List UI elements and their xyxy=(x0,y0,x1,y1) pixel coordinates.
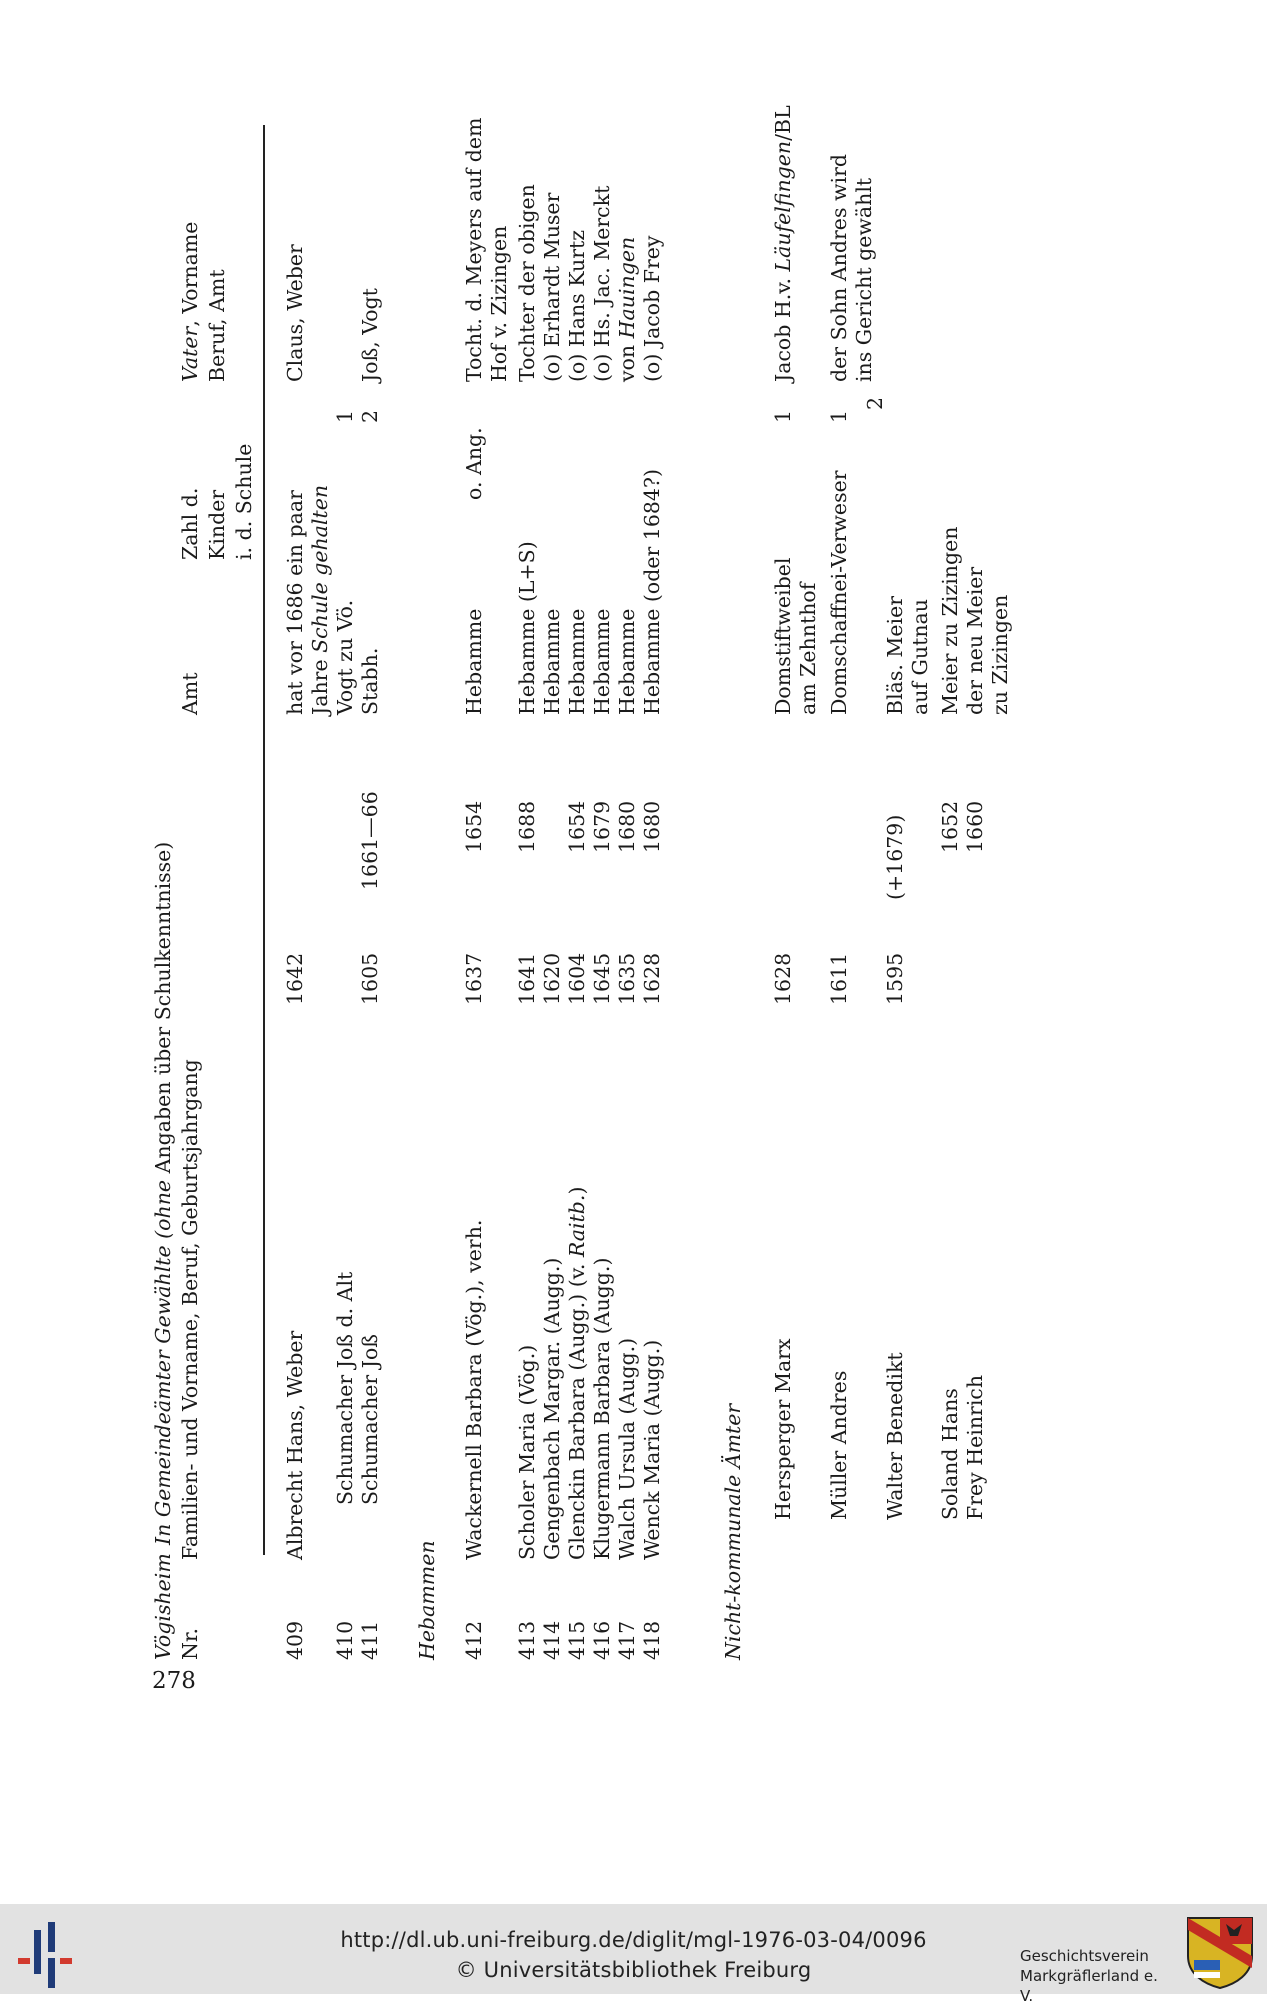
cell-amt: Domstiftweibel xyxy=(771,557,795,715)
cell-kids: 1 xyxy=(771,410,795,424)
father-header-1: Vater, Vorname xyxy=(178,221,202,382)
table-row xyxy=(987,125,1014,1660)
cell-name: Walter Benedikt xyxy=(883,1352,907,1520)
cell-birth: 1595 xyxy=(883,952,907,1005)
cell-birth: 1628 xyxy=(771,952,795,1005)
cell-father: (o) Hs. Jac. Merckt xyxy=(590,185,614,382)
cell-amt: Vogt zu Vö. xyxy=(333,599,357,715)
cell-year: 1679 xyxy=(590,800,614,853)
cell-year: 1660 xyxy=(963,800,987,853)
cell-father: ins Gericht gewählt xyxy=(852,177,876,382)
cell-year: 1654 xyxy=(462,800,486,853)
column-header-row xyxy=(177,125,204,1660)
cell-name: Schumacher Joß d. Alt xyxy=(333,1271,357,1505)
cell-kids: 2 xyxy=(863,396,887,410)
father-header-2: Beruf, Amt xyxy=(205,269,229,382)
cell-nr: 410 xyxy=(333,1620,357,1660)
cell-father: der Sohn Andres wird xyxy=(827,153,851,382)
table-row xyxy=(962,125,989,1660)
cell-father: (o) Hans Kurtz xyxy=(565,229,589,382)
cell-kids: 2 xyxy=(358,410,382,424)
table-row xyxy=(826,125,853,1660)
cell-amt: Hebamme xyxy=(590,608,614,715)
table-row xyxy=(639,125,666,1660)
table-row xyxy=(564,125,591,1660)
col-kids-header-3: i. d. Schule xyxy=(232,443,256,560)
cell-birth: 1642 xyxy=(283,952,307,1005)
copyright-text: © Universitätsbibliothek Freiburg xyxy=(455,1958,812,1982)
table-row xyxy=(937,125,964,1660)
cell-name: Gengenbach Margar. (Augg.) xyxy=(540,1257,564,1560)
cell-father: Hof v. Zizingen xyxy=(487,225,511,382)
table-row xyxy=(795,125,822,1660)
cell-amt: Hebamme (oder 1684?) xyxy=(640,469,664,715)
cell-father: Jacob H.v. Läufelfingen/BL xyxy=(771,105,795,382)
table-row xyxy=(614,125,641,1660)
table-row xyxy=(589,125,616,1660)
cell-amt: auf Gutnau xyxy=(908,599,932,715)
cell-birth: 1620 xyxy=(540,952,564,1005)
table-row xyxy=(357,125,384,1660)
column-header-row-3 xyxy=(231,125,258,1660)
column-header-row-2 xyxy=(204,125,231,1660)
cell-name: Soland Hans xyxy=(938,1388,962,1520)
cell-year: 1654 xyxy=(565,800,589,853)
cell-name: Wackernell Barbara (Vög.), verh. xyxy=(462,1219,486,1560)
cell-name: Frey Heinrich xyxy=(963,1374,987,1520)
cell-father: Claus, Weber xyxy=(283,244,307,382)
society-name xyxy=(1020,1946,1170,2006)
document-url-link[interactable]: http://dl.ub.uni-freiburg.de/diglit/mgl-1976-03-04/0096 xyxy=(340,1928,927,1952)
cell-father: Tocht. d. Meyers auf dem xyxy=(462,117,486,382)
cell-name: Albrecht Hans, Weber xyxy=(283,1330,307,1560)
table-row xyxy=(307,125,334,1660)
cell-amt: Domschaffnei-Verweser xyxy=(827,470,851,715)
cell-amt: Hebamme (L+S) xyxy=(515,541,539,715)
table-subtitle: In Gemeindeämter Gewählte (ohne Angaben über Schulkenntnisse) xyxy=(151,841,175,1545)
cell-nr: 409 xyxy=(283,1620,307,1660)
cell-birth: 1605 xyxy=(358,952,382,1005)
place-heading: Vögisheim xyxy=(151,1553,175,1660)
cell-nr: 417 xyxy=(615,1620,639,1660)
table-row xyxy=(486,125,513,1660)
section-heading-hebammen: Hebammen xyxy=(415,1540,439,1660)
cell-kids: o. Ang. xyxy=(462,427,486,500)
cell-amt: Hebamme xyxy=(462,608,486,715)
cell-father: von Hauingen xyxy=(615,236,639,382)
table-row xyxy=(770,105,797,1660)
cell-birth: 1635 xyxy=(615,952,639,1005)
cell-name: Müller Andres xyxy=(827,1370,851,1520)
cell-amt: am Zehnthof xyxy=(796,582,820,715)
col-kids-header-1: Zahl d. xyxy=(178,487,202,560)
society-crest-icon xyxy=(1186,1916,1254,1990)
cell-name: Hersperger Marx xyxy=(771,1338,795,1520)
table-row xyxy=(282,125,309,1660)
col-nr-header: Nr. xyxy=(178,1627,202,1660)
cell-kids: 1 xyxy=(333,410,357,424)
col-name-header: Familien- und Vorname, Beruf, Geburtsjahrgang xyxy=(178,1059,202,1560)
table-row xyxy=(332,125,359,1660)
cell-amt: hat vor 1686 ein paar xyxy=(283,490,307,715)
cell-amt: der neu Meier xyxy=(963,566,987,715)
col-amt-header: Amt xyxy=(178,672,202,715)
cell-year: 1680 xyxy=(615,800,639,853)
table-row xyxy=(907,125,934,1660)
cell-father: (o) Jacob Frey xyxy=(640,235,664,382)
cell-amt: Jahre Schule gehalten xyxy=(308,484,332,715)
table-row xyxy=(862,125,889,1660)
cell-kids: 1 xyxy=(827,410,851,424)
section-heading-nicht-kommunal: Nicht-kommunale Ämter xyxy=(721,1403,745,1660)
cell-birth: 1641 xyxy=(515,952,539,1005)
cell-birth: 1604 xyxy=(565,952,589,1005)
cell-amt: Meier zu Zizingen xyxy=(938,526,962,715)
cell-father: Tochter der obigen xyxy=(515,184,539,382)
table-row xyxy=(539,125,566,1660)
cell-father: Joß, Vogt xyxy=(358,288,382,382)
cell-birth: 1628 xyxy=(640,952,664,1005)
header-rule xyxy=(263,125,265,1555)
cell-year: 1688 xyxy=(515,800,539,853)
cell-birth: 1637 xyxy=(462,952,486,1005)
cell-name: Schumacher Joß xyxy=(358,1334,382,1505)
cell-nr: 412 xyxy=(462,1620,486,1660)
cell-nr: 411 xyxy=(358,1620,382,1660)
cell-name: Scholer Maria (Vög.) xyxy=(515,1344,539,1560)
society-name-line-1: Geschichtsverein xyxy=(1020,1947,1149,1965)
cell-birth: 1645 xyxy=(590,952,614,1005)
cell-amt: Hebamme xyxy=(540,608,564,715)
cell-amt: Hebamme xyxy=(615,608,639,715)
cell-nr: 416 xyxy=(590,1620,614,1660)
cell-year: 1652 xyxy=(938,800,962,853)
cell-amt: Hebamme xyxy=(565,608,589,715)
cell-year: 1661—66 xyxy=(358,791,382,890)
cell-amt: zu Zizingen xyxy=(988,594,1012,715)
society-name-line-2: Markgräflerland e. V. xyxy=(1020,1967,1158,2005)
col-kids-header-2: Kinder xyxy=(205,489,229,560)
cell-birth: 1611 xyxy=(827,952,851,1005)
cell-year: (+1679) xyxy=(883,814,907,900)
cell-name: Walch Ursula (Augg.) xyxy=(615,1337,639,1560)
cell-name: Klugermann Barbara (Augg.) xyxy=(590,1257,614,1560)
table-row xyxy=(514,125,541,1660)
viewer-footer xyxy=(0,1904,1267,2005)
cell-year: 1680 xyxy=(640,800,664,853)
cell-nr: 415 xyxy=(565,1620,589,1660)
cell-name: Wenck Maria (Augg.) xyxy=(640,1339,664,1560)
page-number: 278 xyxy=(152,1668,196,1694)
cell-nr: 414 xyxy=(540,1620,564,1660)
cell-amt: Bläs. Meier xyxy=(883,595,907,715)
cell-nr: 418 xyxy=(640,1620,664,1660)
rotated-table xyxy=(150,105,1100,1660)
cell-name: Glenckin Barbara (Augg.) (v. Raitb.) xyxy=(565,1186,589,1560)
cell-nr: 413 xyxy=(515,1620,539,1660)
cell-father: (o) Erhardt Muser xyxy=(540,192,564,382)
table-row xyxy=(461,117,488,1660)
cell-amt: Stabh. xyxy=(358,647,382,715)
